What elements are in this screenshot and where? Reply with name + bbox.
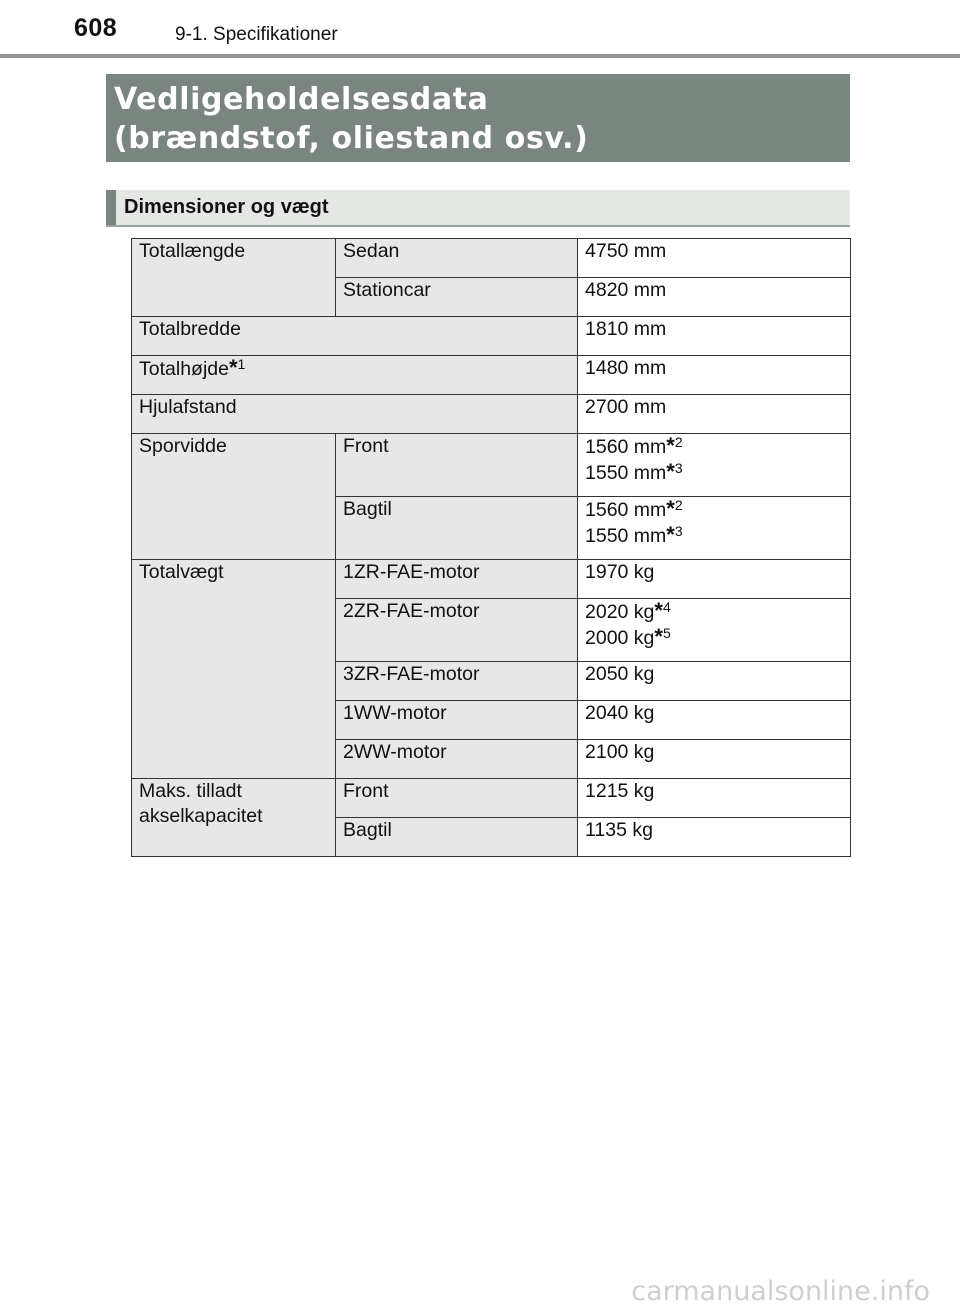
sublabel-engine: 2ZR-FAE-motor [336, 599, 578, 662]
table-row [132, 239, 851, 278]
footnote-star-icon: * [654, 598, 663, 623]
footnote-star-icon: * [666, 496, 675, 521]
sublabel-axle-front: Front [336, 779, 578, 818]
watermark-text: carmanualsonline.info [631, 1276, 930, 1307]
value-stationcar-length: 4820 mm [578, 278, 851, 317]
value-line [585, 625, 843, 651]
axle-label-line-1: Maks. tilladt [139, 780, 242, 802]
header-divider [0, 54, 960, 58]
sublabel-engine: 1WW-motor [336, 701, 578, 740]
row-label-track: Sporvidde [132, 434, 336, 560]
section-label: 9-1. Specifikationer [175, 24, 338, 45]
chapter-title-line-2: (brændstof, oliestand osv.) [114, 121, 589, 156]
sublabel-sedan: Sedan [336, 239, 578, 278]
subsection-heading-bar [106, 190, 850, 227]
value-weight: 1970 kg [578, 560, 851, 599]
footnote-star-icon: * [666, 521, 675, 547]
row-label-total-length: Totallængde [132, 239, 336, 317]
total-height-label: Totalhøjde [139, 358, 229, 380]
value-sedan-length: 4750 mm [578, 239, 851, 278]
value-weight: 2040 kg [578, 701, 851, 740]
chapter-title-banner [106, 74, 850, 162]
sublabel-axle-rear: Bagtil [336, 818, 578, 857]
value-total-width: 1810 mm [578, 317, 851, 356]
footnote-number: 4 [662, 599, 671, 615]
table-row [132, 317, 851, 356]
table-row [132, 779, 851, 818]
sublabel-track-rear: Bagtil [336, 497, 578, 560]
axle-label-line-2: akselkapacitet [139, 804, 263, 827]
value-weight: 2050 kg [578, 662, 851, 701]
footnote-star-icon: * [666, 458, 675, 484]
footnote-star-icon: * [666, 433, 675, 458]
value-line [585, 434, 843, 460]
value-line [585, 599, 843, 625]
value-weight: 2100 kg [578, 740, 851, 779]
footnote-number: 3 [674, 522, 683, 539]
footnote-star-icon: * [654, 623, 663, 649]
value-weight [578, 599, 851, 662]
sublabel-engine: 2WW-motor [336, 740, 578, 779]
value-text: 1560 mm [585, 499, 667, 521]
value-text: 2000 kg [585, 626, 655, 649]
sublabel-track-front: Front [336, 434, 578, 497]
value-axle-front: 1215 kg [578, 779, 851, 818]
table-row [132, 560, 851, 599]
sublabel-engine: 3ZR-FAE-motor [336, 662, 578, 701]
page-number: 608 [74, 14, 118, 42]
subsection-accent-bar [106, 190, 116, 225]
sublabel-stationcar: Stationcar [336, 278, 578, 317]
dimensions-weight-table [131, 238, 851, 857]
value-track-front [578, 434, 851, 497]
row-label-axle-capacity [132, 779, 336, 857]
table-row [132, 395, 851, 434]
value-text: 1550 mm [585, 461, 667, 484]
footnote-number: 2 [674, 434, 683, 450]
subsection-title: Dimensioner og vægt [124, 196, 329, 218]
footnote-number: 3 [674, 459, 683, 476]
footnote-star-icon: * [228, 355, 238, 380]
footnote-number: 1 [237, 356, 246, 372]
value-track-rear [578, 497, 851, 560]
row-label-wheelbase: Hjulafstand [132, 395, 578, 434]
value-line [585, 523, 843, 549]
footnote-number: 2 [674, 497, 683, 513]
row-label-total-width: Totalbredde [132, 317, 578, 356]
value-text: 2020 kg [585, 601, 655, 623]
page-header [0, 0, 960, 60]
value-wheelbase: 2700 mm [578, 395, 851, 434]
value-line [585, 460, 843, 486]
table-row [132, 434, 851, 497]
row-label-total-height [132, 356, 578, 395]
value-axle-rear: 1135 kg [578, 818, 851, 857]
value-line [585, 497, 843, 523]
value-total-height: 1480 mm [578, 356, 851, 395]
value-text: 1550 mm [585, 524, 667, 547]
value-text: 1560 mm [585, 436, 667, 458]
row-label-total-weight: Totalvægt [132, 560, 336, 779]
sublabel-engine: 1ZR-FAE-motor [336, 560, 578, 599]
footnote-number: 5 [662, 624, 671, 641]
chapter-title-line-1: Vedligeholdelsesdata [114, 82, 489, 117]
table-row [132, 356, 851, 395]
